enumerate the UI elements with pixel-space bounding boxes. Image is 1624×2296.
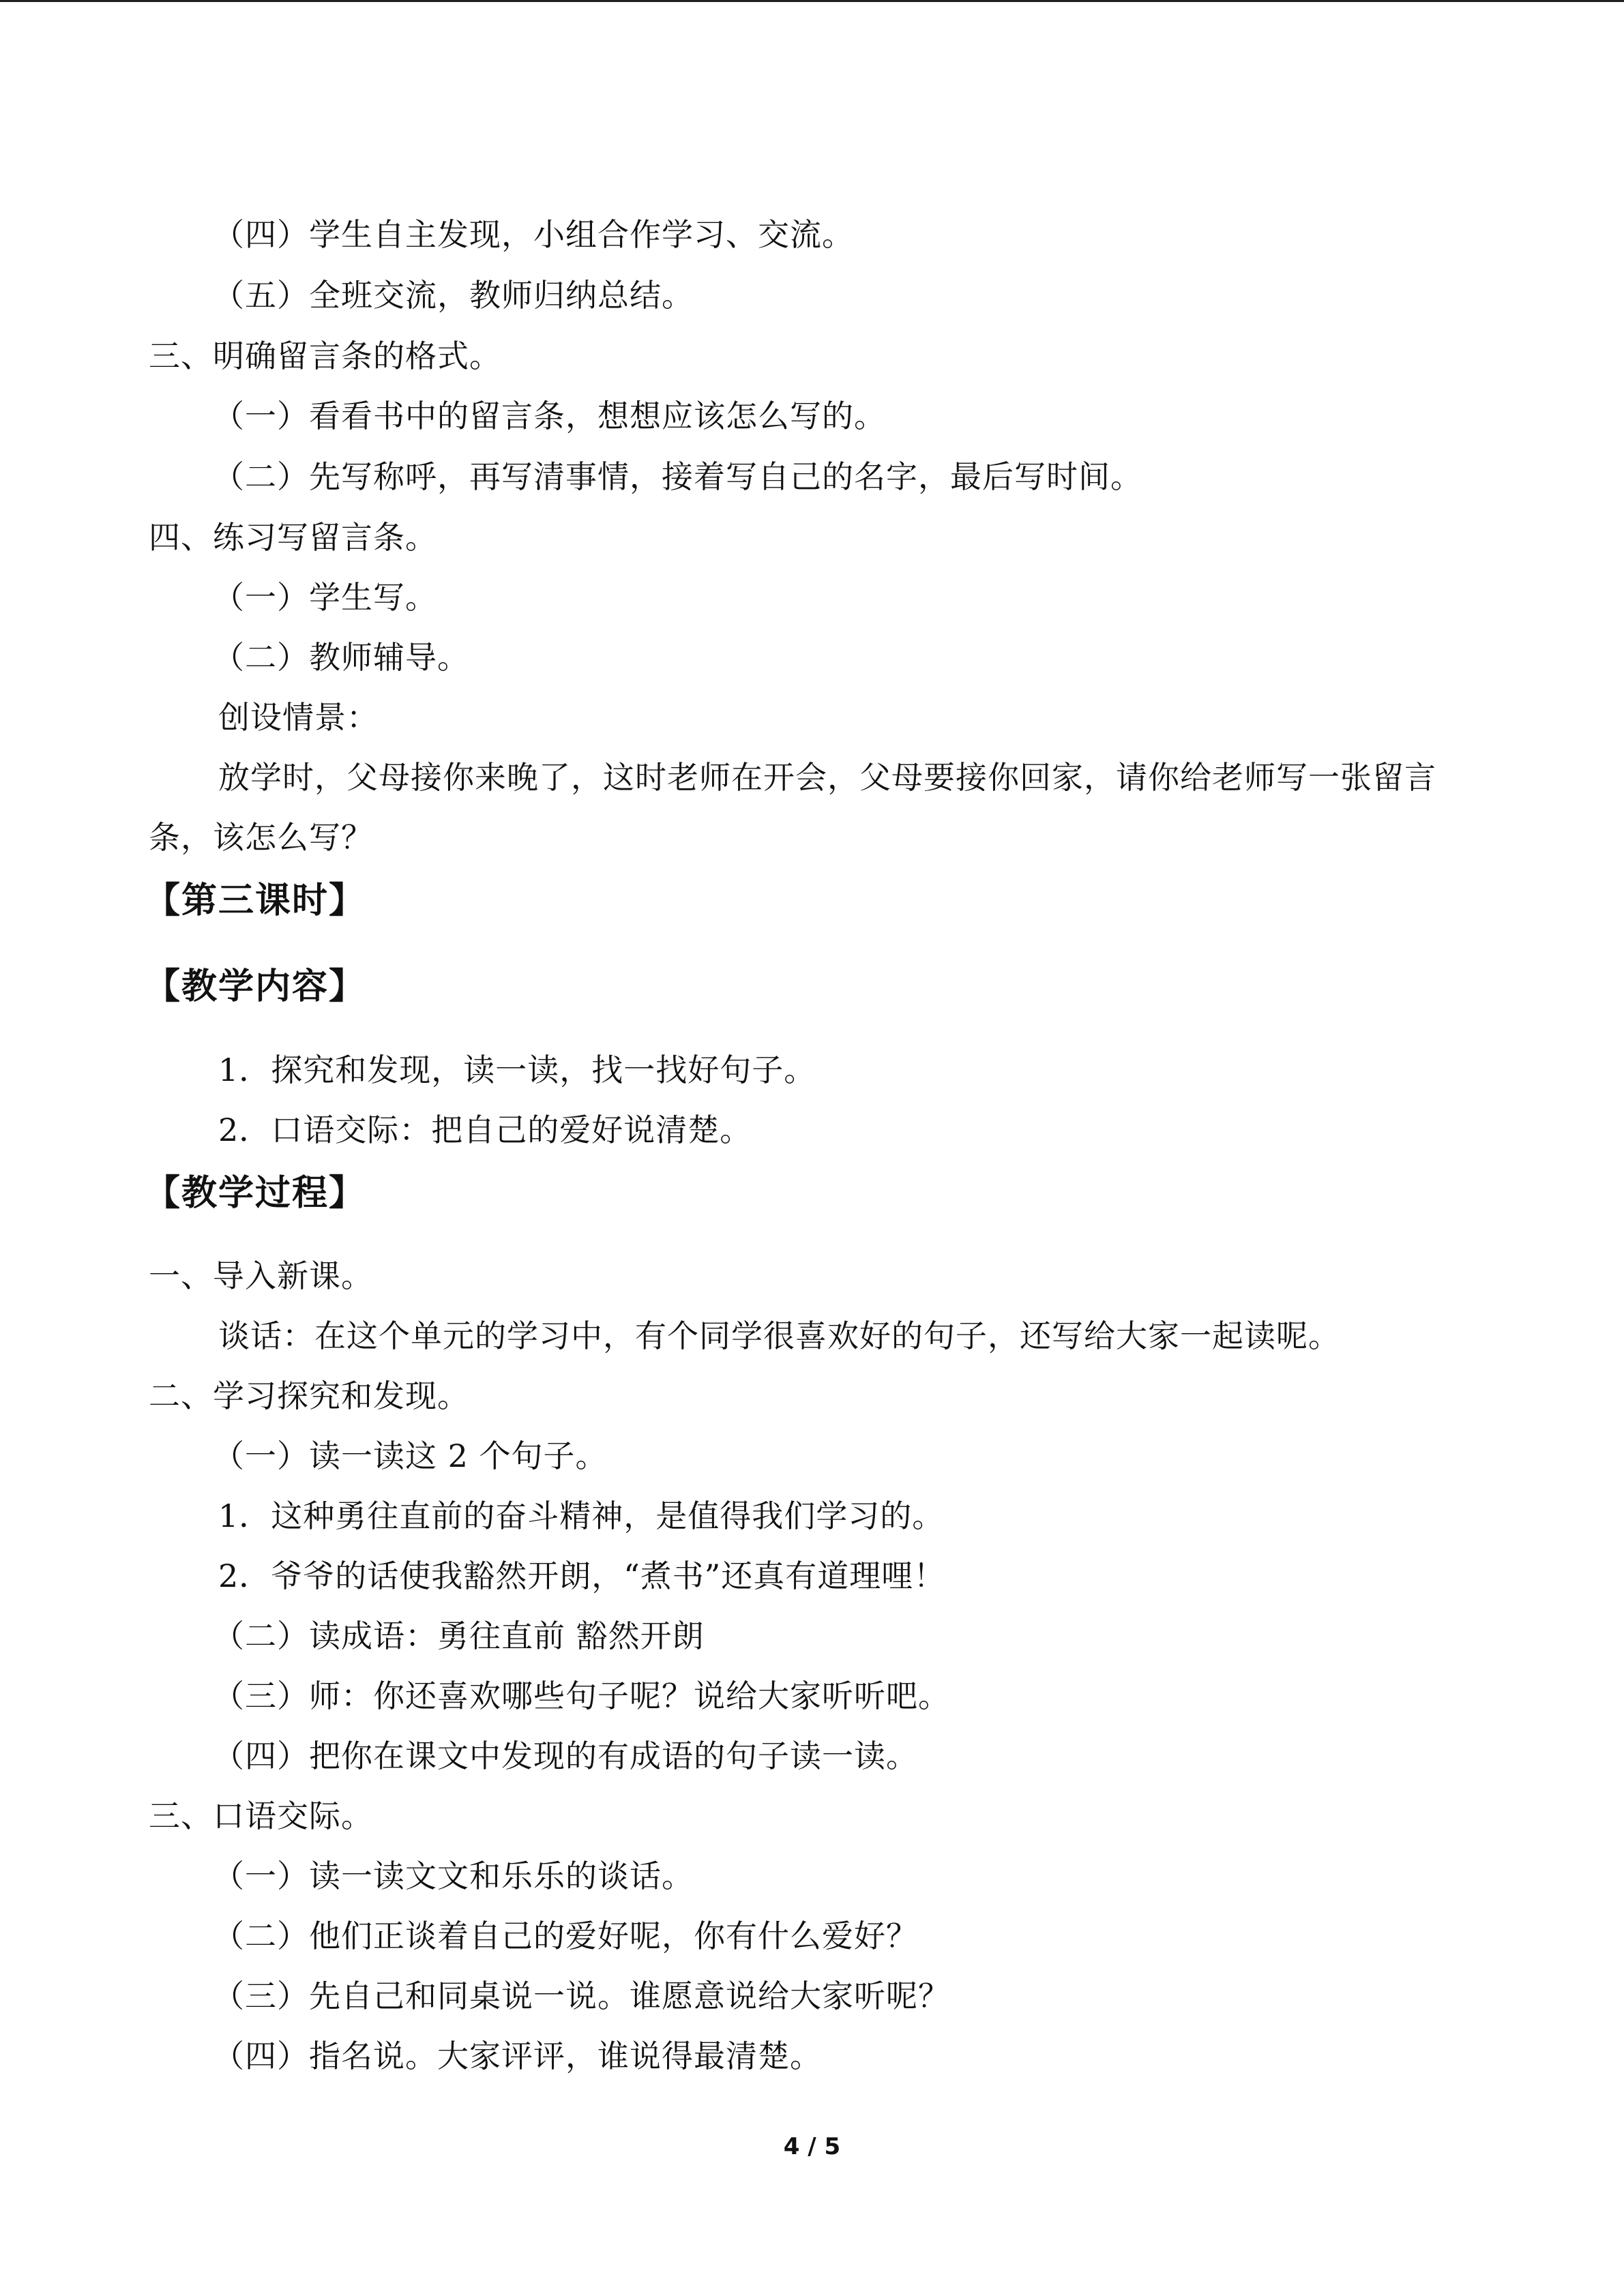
text-line: （一）读一读文文和乐乐的谈话。 [213,1858,694,1894]
list-item: 1．探究和发现，读一读，找一找好句子。 [218,1052,816,1088]
list-item: 2．口语交际：把自己的爱好说清楚。 [218,1112,752,1148]
process-heading: 【教学过程】 [145,1173,366,1214]
list-item: 1．这种勇往直前的奋斗精神，是值得我们学习的。 [218,1497,945,1534]
text-line: 创设情景： [218,699,379,736]
text-line: （二）他们正谈着自己的爱好呢，你有什么爱好？ [213,1918,918,1954]
text-line: （三）师：你还喜欢哪些句子呢？说给大家听听吧。 [213,1678,950,1714]
text-line: （四）指名说。大家评评，谁说得最清楚。 [213,2038,822,2074]
section-heading-line: 三、明确留言条的格式。 [149,338,501,374]
text-line: （二）读成语：勇往直前 豁然开朗 [213,1617,705,1654]
text-line: （五）全班交流，教师归纳总结。 [213,277,694,314]
text-line: （二）先写称呼，再写清事情，接着写自己的名字，最后写时间。 [213,458,1142,495]
text-line: （三）先自己和同桌说一说。谁愿意说给大家听呢？ [213,1978,950,2014]
paragraph-line: 条，该怎么写？ [149,819,373,856]
section-heading-line: 四、练习写留言条。 [149,519,437,556]
lesson-title: 【第三课时】 [145,880,366,921]
text-line: （一）读一读这 2 个句子。 [213,1437,608,1474]
text-line: （四）学生自主发现，小组合作学习、交流。 [213,216,854,253]
text-line: （二）教师辅导。 [213,639,469,676]
section-heading-line: 二、学习探究和发现。 [149,1377,469,1414]
section-heading-line: 三、口语交际。 [149,1798,373,1834]
text-line: （四）把你在课文中发现的有成语的句子读一读。 [213,1738,918,1774]
list-item: 2．爷爷的话使我豁然开朗，“煮书”还真有道理哩！ [218,1557,946,1594]
section-heading-line: 一、导入新课。 [149,1257,373,1294]
page-number: 4 / 5 [783,2133,841,2160]
text-line: （一）看看书中的留言条，想想应该怎么写的。 [213,398,886,434]
text-line: （一）学生写。 [213,579,437,616]
text-line: 谈话：在这个单元的学习中，有个同学很喜欢好的句子，还写给大家一起读呢。 [218,1317,1340,1354]
paragraph-line: 放学时，父母接你来晚了，这时老师在开会，父母要接你回家，请你给老师写一张留言 [218,759,1436,796]
content-heading: 【教学内容】 [145,966,366,1007]
